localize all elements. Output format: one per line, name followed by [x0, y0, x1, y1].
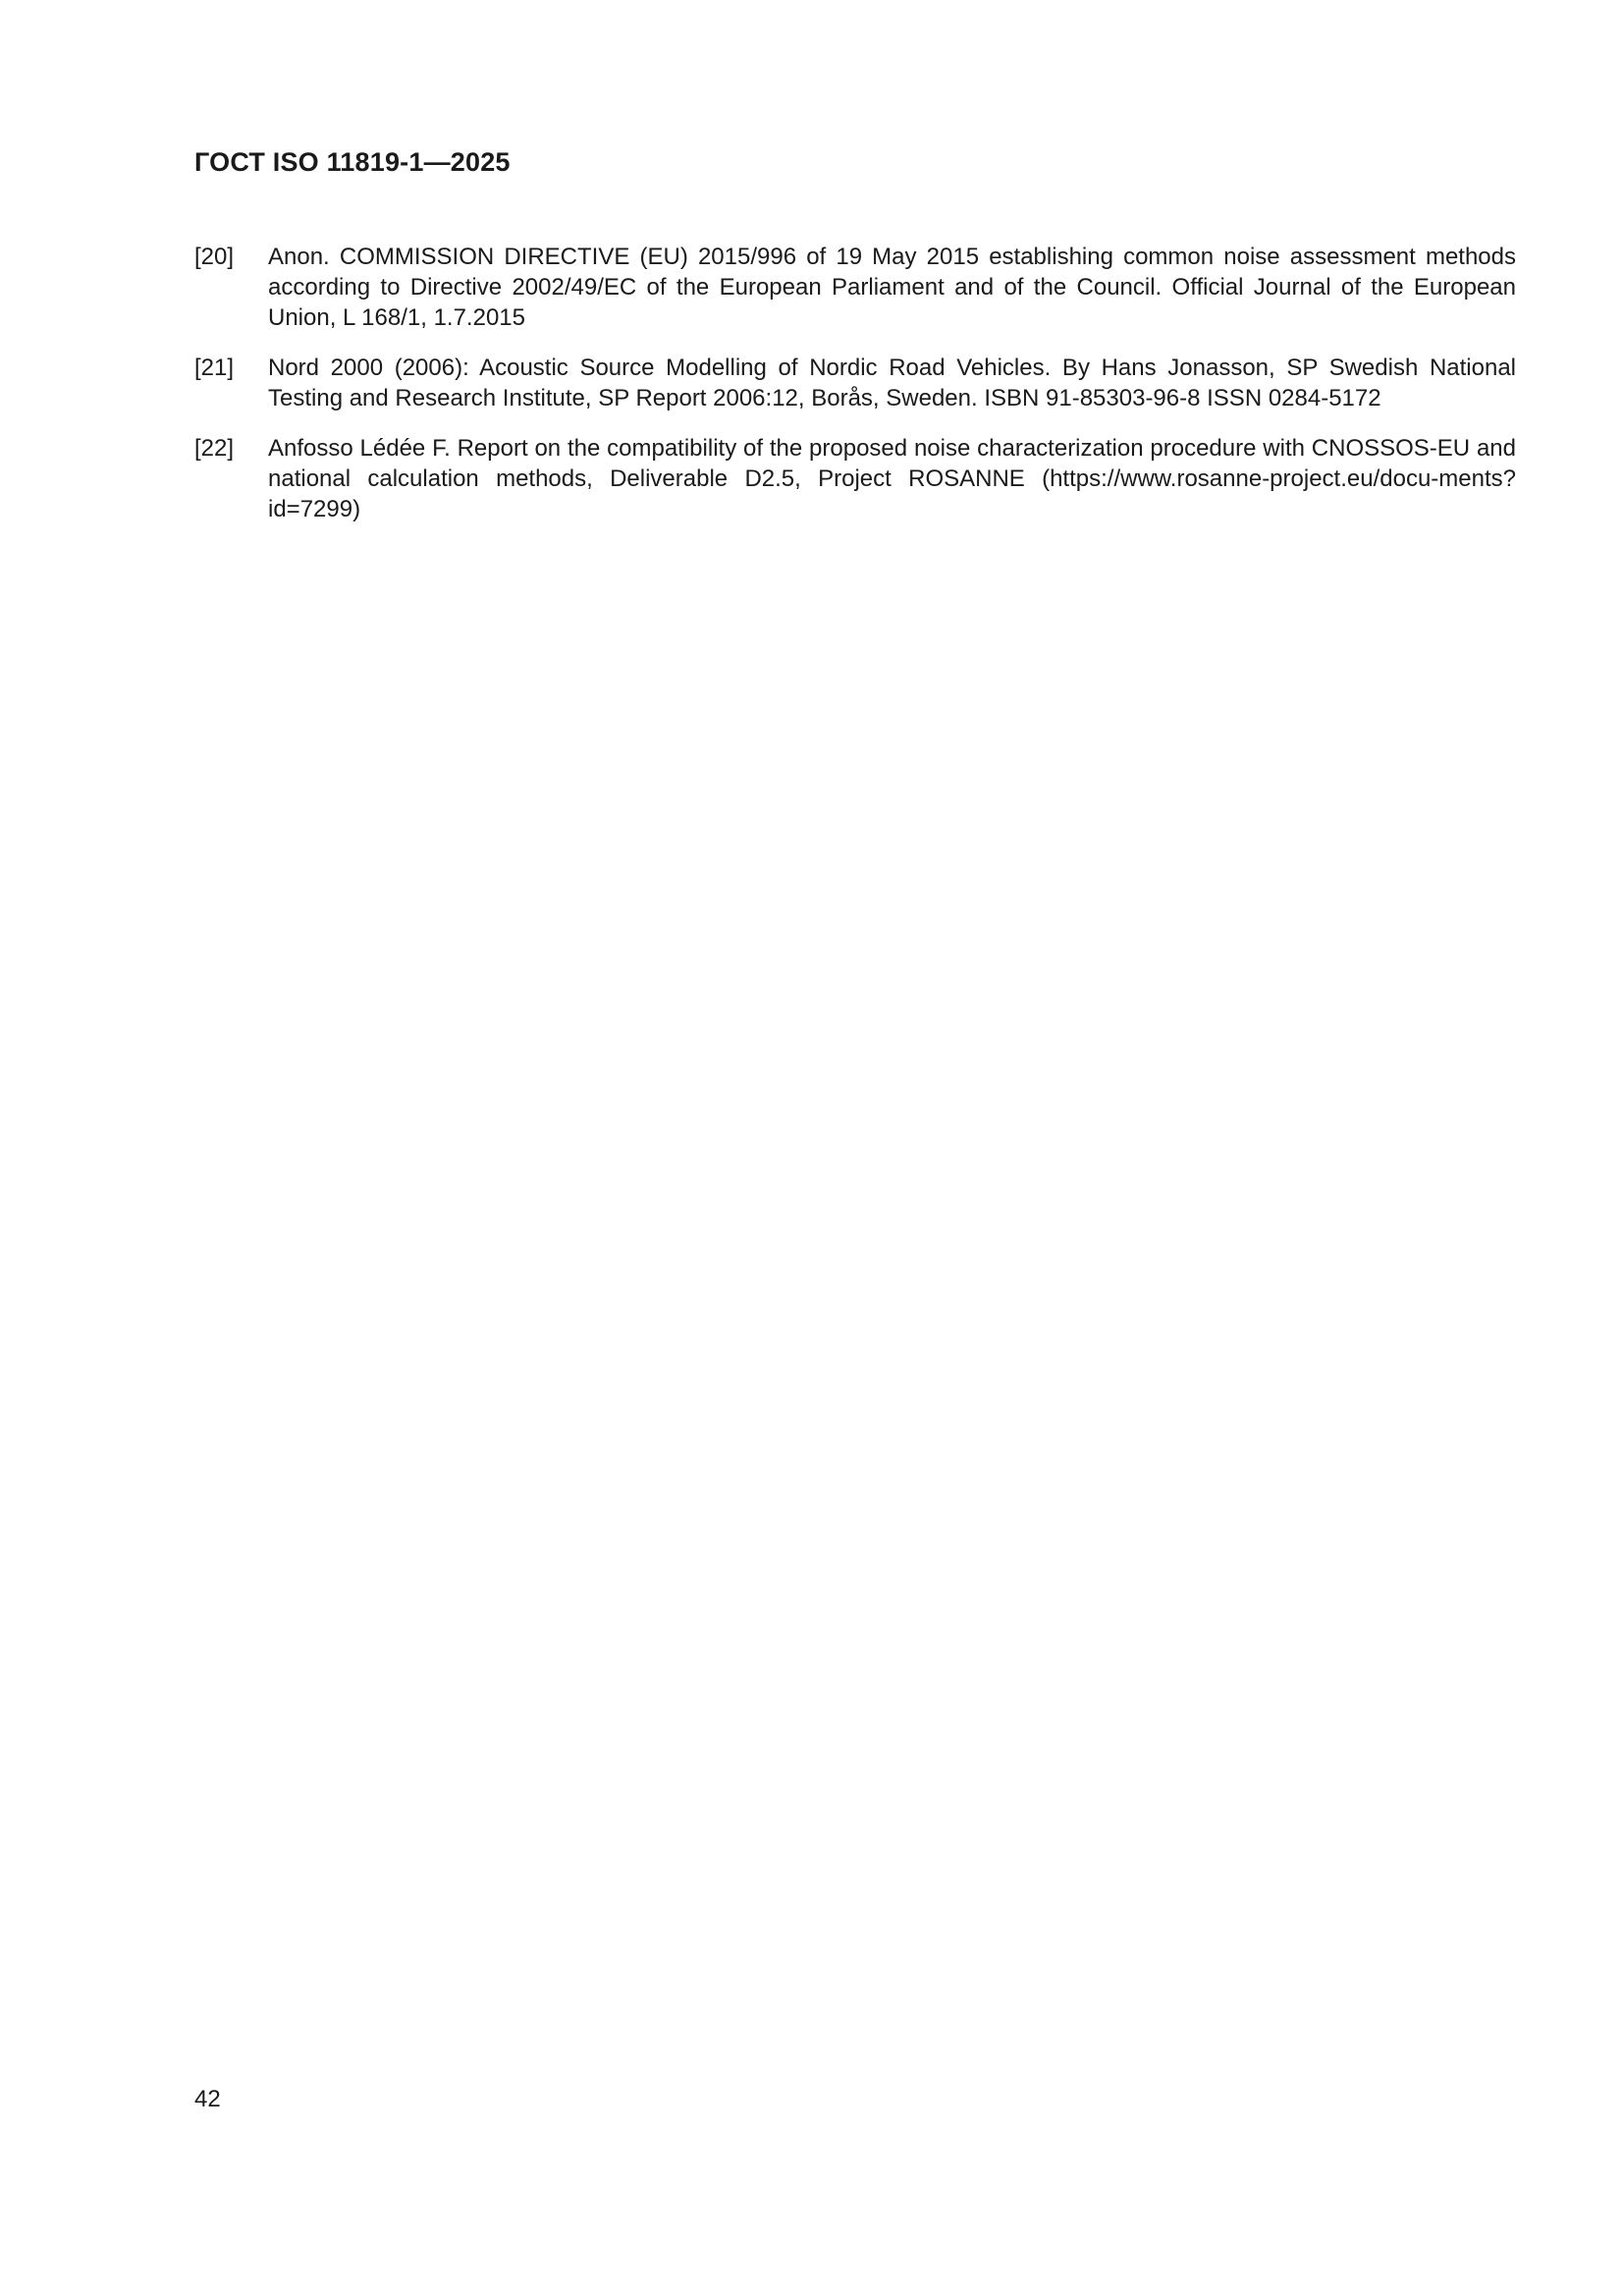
bibliography-list — [194, 242, 1516, 544]
bibliography-entry — [194, 242, 1516, 333]
page-number: 42 — [194, 2086, 221, 2112]
bibliography-entry — [194, 433, 1516, 524]
reference-number: [22] — [194, 435, 235, 462]
reference-number: [21] — [194, 355, 235, 381]
page-header: ГОСТ ISO 11819-1—2025 — [194, 147, 511, 177]
reference-text: Nord 2000 (2006): Acoustic Source Modelling of Nordic Road Vehicles. By Hans Jonasson, SP Swedish National Testing and Research Institute, SP Report 2006:12, Borås, Sweden. ISBN 91-85303-96-8 ISSN 0284-5172 — [268, 355, 1516, 411]
bibliography-entry — [194, 353, 1516, 413]
reference-text: Anon. COMMISSION DIRECTIVE (EU) 2015/996 of 19 May 2015 establishing common noise assessment methods according to Directive 2002/49/EC of the European Parliament and of the Council. Official Journal of the European Union, L 168/1, 1.7.2015 — [268, 244, 1516, 331]
reference-text: Anfosso Lédée F. Report on the compatibility of the proposed noise characterization procedure with CNOSSOS-EU and national calculation methods, Deliverable D2.5, Project ROSANNE (https://www.rosanne-project.eu/docu-ments?id=7299) — [268, 435, 1516, 522]
reference-number: [20] — [194, 244, 235, 270]
